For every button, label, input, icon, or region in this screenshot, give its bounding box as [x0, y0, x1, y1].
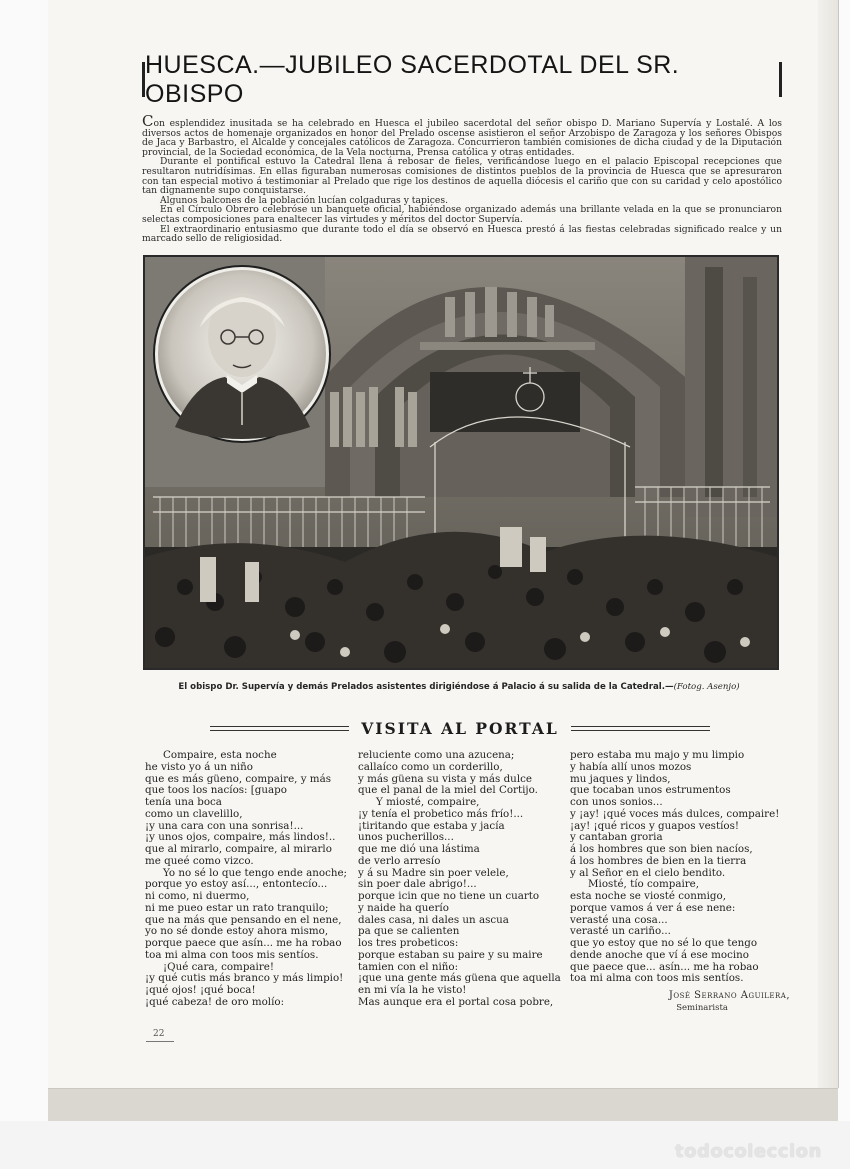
poem-line: que al mirarlo, compaire, al mirarlo — [145, 843, 332, 855]
poem-line: porque vamos á ver á ese nene: — [570, 901, 736, 914]
scan-margin-right — [838, 0, 850, 1169]
poem-line: que toos los nacíos: [guapo — [145, 784, 287, 797]
poem-line: á los hombres que son bien nacíos, — [570, 843, 753, 855]
poem-column-3 — [570, 750, 785, 985]
poem-column-2 — [358, 750, 573, 1009]
poem-line: que el panal de la miel del Cortijo. — [358, 784, 538, 797]
heading-rule-left — [210, 726, 349, 731]
poem-line: he visto yo á un niño — [145, 760, 253, 773]
poem-title: VISITA AL PORTAL — [361, 718, 559, 738]
poem-line: ¡Qué cara, compaire! — [163, 960, 274, 973]
poem-line: toa mi alma con toos mis sentíos. — [570, 972, 744, 985]
page-title: HUESCA.—JUBILEO SACERDOTAL DEL SR. OBISPO — [145, 50, 680, 108]
heading-rule-right — [571, 726, 710, 731]
poem-column-1 — [145, 750, 360, 1009]
intro-text: on esplendidez inusitada se ha celebrado en Huesca el jubileo sacerdotal del señor obispo D. Mariano Supervía y Lostalé. A los diversos actos de homenaje organizados en honor del Prelado oscense asistieron el señor Arzobispo de Zaragoza y los señores Obispos de Jaca y Barbastro, el Alcalde y concejales católicos de Zaragoza. Concurrieron también comisiones de dicha ciudad y de la Diputación provincial, de la Sociedad económica, de la Vela nocturna, Prensa católica y otras entidades. — [142, 118, 782, 158]
poem-line: pero estaba mu majo y mu limpio — [570, 749, 745, 761]
intro-paragraph — [142, 112, 782, 158]
poem-line: porque paece que asín... me ha robao — [145, 937, 342, 949]
poem-line: y había allí unos mozos — [570, 760, 692, 773]
caption-text: El obispo Dr. Supervía y demás Prelados asistentes dirigiéndose á Palacio á su salida de la Catedral.— — [178, 682, 674, 692]
poem-line: Mas aunque era el portal cosa pobre, — [358, 995, 554, 1008]
poem-line: de verlo arresío — [358, 854, 441, 867]
poem-line: ¡qué ojos! ¡qué boca! — [145, 984, 256, 996]
poem-line: toa mi alma con toos mis sentíos. — [145, 948, 319, 961]
poem-heading — [210, 718, 710, 738]
poem-line: como un clavelillo, — [145, 807, 243, 820]
page-number: 22 — [153, 1029, 165, 1039]
poem-line: y cantaban groria — [570, 831, 663, 844]
author-role: Seminarista — [676, 1003, 728, 1013]
poem-line: y al Señor en el cielo bendito. — [570, 866, 726, 879]
poem-line: porque icin que no tiene un cuarto — [358, 890, 540, 902]
poem-line: ni me pueo estar un rato tranquilo; — [145, 901, 329, 914]
article-intro — [142, 112, 782, 245]
poem-line: unos pucherillos... — [358, 831, 454, 844]
author-signature: José Serrano Aguilera, — [668, 990, 790, 1001]
poem-line: tamien con el niño: — [358, 960, 459, 973]
headline-box — [142, 50, 782, 108]
poem-line: dales casa, ni dales un ascua — [358, 913, 509, 926]
poem-line: Compaire, esta noche — [163, 749, 277, 761]
poem-line: dende anoche que ví á ese mocino — [570, 948, 749, 961]
poem-line: que na más que pensando en el nene, — [145, 913, 342, 926]
intro-paragraph: El extraordinario entusiasmo que durante todo el día se observó en Huesca prestó á las fiestas celebradas significado realce y un marcado sello de religiosidad. — [142, 223, 782, 245]
poem-line: ¡y qué cutis más branco y más limpio! — [145, 972, 344, 985]
poem-line: Yo no sé lo que tengo ende anoche; — [163, 866, 348, 879]
intro-paragraph: Algunos balcones de la población lucían colgaduras y tapices. — [160, 194, 449, 206]
poem-line: reluciente como una azucena; — [358, 749, 515, 761]
poem-line: me queé como vizco. — [145, 854, 254, 867]
poem-line: ¡tiritando que estaba y jacía — [358, 819, 505, 832]
poem-line: tenía una boca — [145, 796, 222, 808]
page-number-rule — [146, 1041, 174, 1042]
poem-line: verasté un cariño... — [570, 925, 671, 938]
poem-line: porque yo estoy así..., entontecío... — [145, 878, 328, 891]
poem-line: ¡y unos ojos, compaire, más lindos!.. — [145, 831, 336, 844]
poem-line: que paece que... asín... me ha robao — [570, 960, 759, 973]
drop-cap: C — [142, 112, 154, 130]
watermark-logo: todocoleccion — [675, 1141, 822, 1162]
cathedral-photo — [143, 255, 779, 670]
poem-line: que yo estoy que no sé lo que tengo — [570, 937, 758, 949]
poem-line: ¡y tenía el probetico más frío!... — [358, 807, 524, 820]
poem-line: con unos sonios... — [570, 796, 663, 808]
scan-margin-left — [0, 0, 48, 1169]
poem-line: ¡qué cabeza! de oro molío: — [145, 995, 285, 1008]
page-edge-shadow — [818, 0, 838, 1088]
poem-line: porque estaban su paire y su maire — [358, 948, 543, 961]
poem-line: que me dió una lástima — [358, 843, 480, 855]
poem-line: y á su Madre sin poer velele, — [358, 866, 509, 879]
poem-line: pa que se calienten — [358, 925, 460, 938]
poem-line: y ¡ay! ¡qué voces más dulces, compaire! — [570, 807, 780, 820]
photo-caption — [142, 682, 776, 692]
poem-line: á los hombres de bien en la tierra — [570, 854, 747, 867]
poem-line: los tres probeticos: — [358, 937, 459, 949]
poem-line: yo no sé donde estoy ahora mismo, — [145, 925, 329, 938]
poem-line: y más güena su vista y más dulce — [358, 772, 532, 785]
intro-paragraph: Durante el pontifical estuvo la Catedral llena á rebosar de fieles, verificándose luego en el palacio Episcopal recepciones que resultaron nutridísimas. En ellas figuraban numerosas comisiones de distintos pueblos de la provincia de Huesca que se apresuraron con tan especial motivo á testimoniar al Prelado que rige los destinos de aquella diócesis el cariño que con su caridad y celo apostólico tan dignamente supo conquistarse. — [142, 156, 782, 197]
poem-line: que tocaban unos estrumentos — [570, 784, 731, 797]
photo-credit: (Fotog. Asenjo) — [673, 682, 740, 692]
poem-line: ¡y una cara con una sonrisa!... — [145, 819, 304, 832]
poem-line: ¡ay! ¡qué ricos y guapos vestíos! — [570, 819, 740, 832]
poem-line: callaíco como un corderillo, — [358, 760, 503, 773]
poem-line: que es más güeno, compaire, y más — [145, 772, 331, 785]
poem-line: verasté una cosa... — [570, 913, 668, 926]
intro-paragraph: En el Círculo Obrero celebróse un banquete oficial, habiéndose organizado además una brillante velada en la que se pronunciaron selectas composiciones para enaltecer las virtudes y méritos del doctor Supervía. — [142, 204, 782, 225]
poem-line: ¡que una gente más güena que aquella — [358, 972, 561, 985]
poem-line: sin poer dale abrigo!... — [358, 878, 477, 891]
poem-line: Y miosté, compaire, — [376, 796, 480, 808]
poem-line: en mi vía la he visto! — [358, 984, 467, 996]
poem-line: Miosté, tío compaire, — [588, 878, 700, 891]
poem-line: esta noche se viosté conmigo, — [570, 890, 726, 902]
poem-line: ni como, ni duermo, — [145, 890, 250, 902]
poem-line: mu jaques y lindos, — [570, 772, 671, 785]
poem-line: y naide ha querío — [358, 901, 449, 914]
